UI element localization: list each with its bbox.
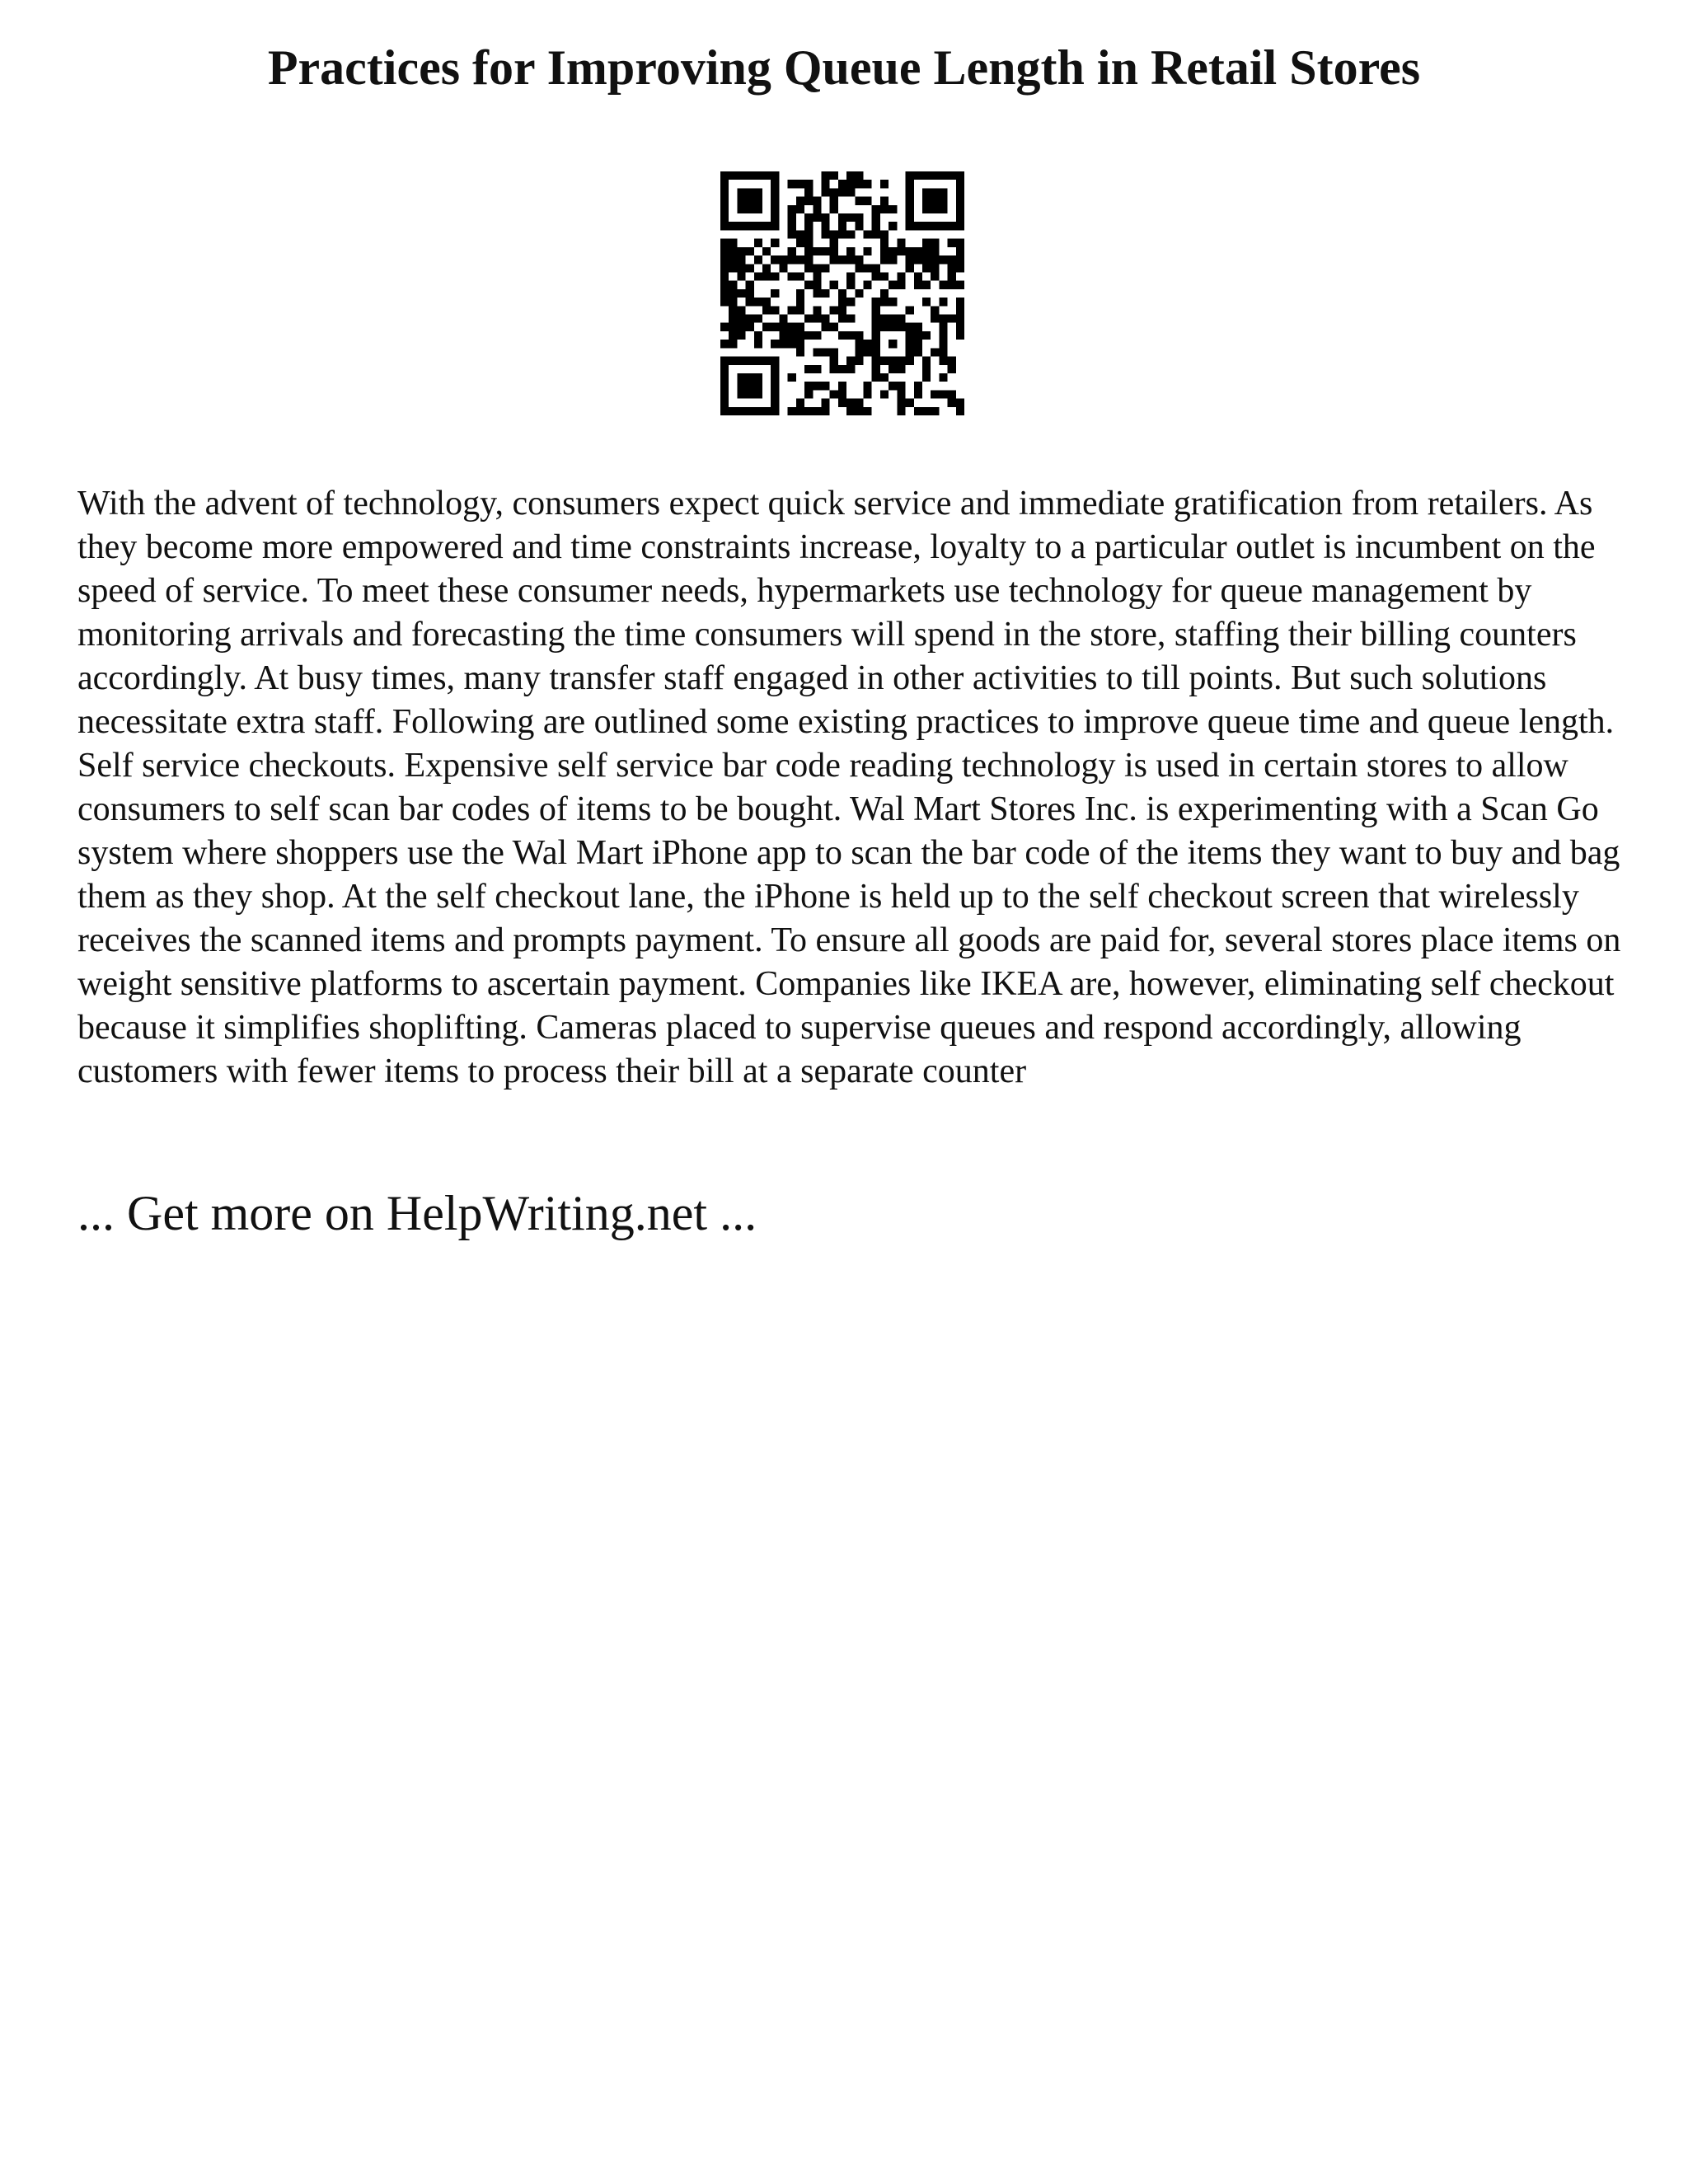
qr-code-icon <box>720 171 964 415</box>
get-more-link[interactable]: ... Get more on HelpWriting.net ... <box>77 1186 757 1240</box>
qr-code <box>720 171 964 415</box>
body-paragraph: With the advent of technology, consumers expect quick service and immediate gratification from retailers. As they become more empowered and time constraints increase, loyalty to a particular outlet is incumbent on the speed of service. To meet these consumer needs, hypermarkets use technology for queue management by monitoring arrivals and forecasting the time consumers will spend in the store, staffing their billing counters accordingly. At busy times, many transfer staff engaged in other activities to till points. But such solutions necessitate extra staff. Following are outlined some existing practices to improve queue time and queue length. Self service checkouts. Expensive self service bar code reading technology is used in certain stores to allow consumers to self scan bar codes of items to be bought. Wal Mart Stores Inc. is experimenting with a Scan Go system where shoppers use the Wal Mart iPhone app to scan the bar code of the items they want to buy and bag them as they shop. At the self checkout lane, the iPhone is held up to the self checkout screen that wirelessly receives the scanned items and prompts payment. To ensure all goods are paid for, several stores place items on weight sensitive platforms to ascertain payment. Companies like IKEA are, however, eliminating self checkout because it simplifies shoplifting. Cameras placed to supervise queues and respond accordingly, allowing customers with fewer items to process their bill at a separate counter <box>77 485 1621 1090</box>
document-title: Practices for Improving Queue Length in Retail Stores <box>267 40 1421 95</box>
